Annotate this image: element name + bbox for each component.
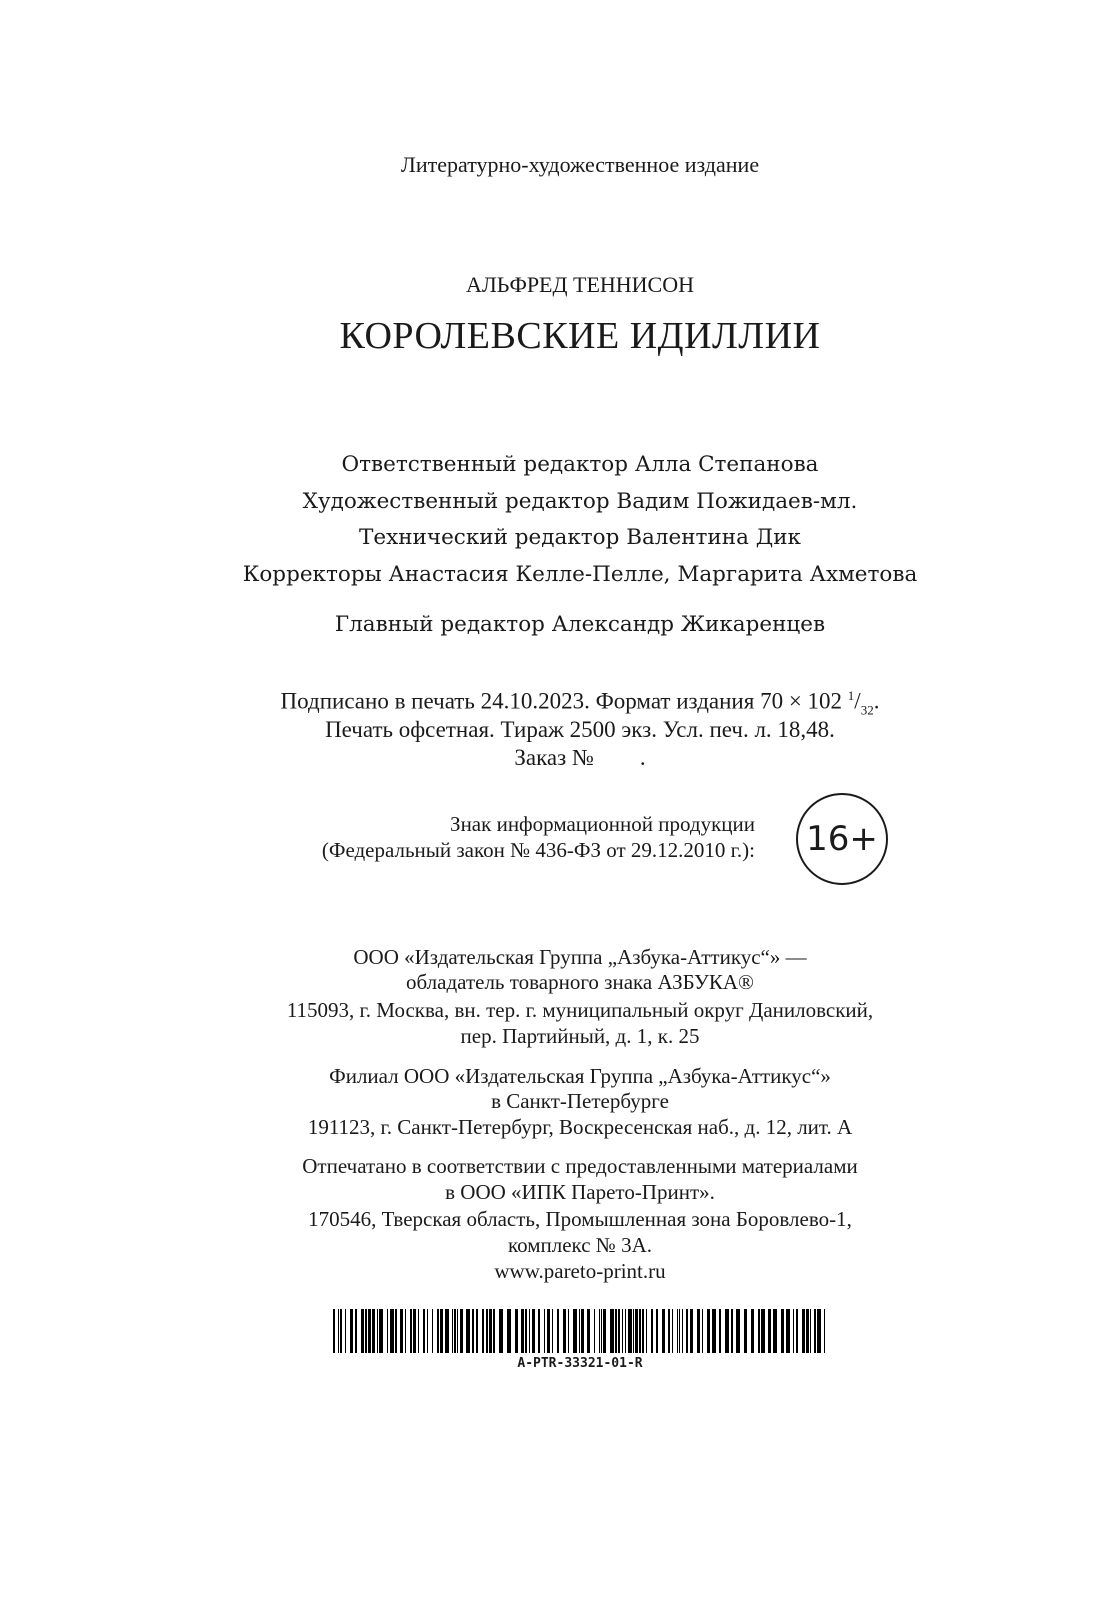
barcode-bar xyxy=(547,1309,550,1353)
barcode-bar xyxy=(633,1309,634,1353)
age-sign-label: Знак информационной продукции xyxy=(450,812,755,836)
branch-line: Филиал ООО «Издательская Группа „Азбука-Аттикус“» xyxy=(329,1064,831,1088)
barcode-bar xyxy=(361,1309,364,1353)
barcode-bar xyxy=(400,1309,403,1353)
barcode-bar xyxy=(610,1309,614,1353)
printer-line: 170546, Тверская область, Промышленная зона Боровлево-1, xyxy=(308,1207,852,1231)
edition-type: Литературно-художественное издание xyxy=(400,152,760,177)
barcode-bar xyxy=(486,1309,488,1353)
barcode-bar xyxy=(390,1309,394,1353)
publisher-line: 115093, г. Москва, вн. тер. г. муниципальный округ Даниловский, xyxy=(286,998,874,1022)
barcode-bar xyxy=(773,1309,777,1353)
printer-website: www.pareto-print.ru xyxy=(494,1259,666,1283)
barcode-bar xyxy=(707,1309,710,1353)
barcode-bar xyxy=(618,1309,620,1353)
barcode-bar xyxy=(817,1309,821,1353)
barcode-bar xyxy=(423,1309,425,1353)
barcode-bar xyxy=(639,1309,641,1353)
credit-line: Художественный редактор Вадим Пожидаев-мл. xyxy=(302,489,858,514)
format-denominator: 32 xyxy=(860,702,874,718)
publisher-line: обладатель товарного знака АЗБУКА® xyxy=(406,970,754,994)
barcode-bar xyxy=(387,1309,388,1353)
barcode-bar xyxy=(761,1309,765,1353)
barcode-bar xyxy=(736,1309,740,1353)
barcode-bar xyxy=(466,1309,470,1353)
barcode-bar xyxy=(806,1309,809,1353)
barcode-bar xyxy=(472,1309,474,1353)
barcode-bar xyxy=(594,1309,595,1353)
barcode xyxy=(333,1309,827,1353)
publication-line-2: Печать офсетная. Тираж 2500 экз. Усл. печ. л. 18,48. xyxy=(325,717,835,742)
barcode-bar xyxy=(635,1309,638,1353)
barcode-bar xyxy=(432,1309,433,1353)
barcode-bar xyxy=(725,1309,729,1353)
book-title: КОРОЛЕВСКИЕ ИДИЛЛИИ xyxy=(339,315,821,357)
barcode-bar xyxy=(662,1309,665,1353)
barcode-bar xyxy=(697,1309,700,1353)
barcode-bar xyxy=(677,1309,678,1353)
barcode-bar xyxy=(345,1309,346,1353)
barcode-bar xyxy=(493,1309,495,1353)
barcode-bar xyxy=(601,1309,602,1353)
barcode-bar xyxy=(418,1309,419,1353)
barcode-bar xyxy=(544,1309,545,1353)
chief-editor: Главный редактор Александр Жикаренцев xyxy=(334,612,826,637)
barcode-bar xyxy=(372,1309,375,1353)
barcode-bar xyxy=(529,1309,530,1353)
barcode-bar xyxy=(563,1309,566,1353)
barcode-bar xyxy=(482,1309,484,1353)
barcode-bar xyxy=(413,1309,416,1353)
barcode-bar xyxy=(521,1309,524,1353)
barcode-bar xyxy=(338,1309,339,1353)
barcode-bar xyxy=(796,1309,798,1353)
barcode-bar xyxy=(587,1309,590,1353)
barcode-bar xyxy=(532,1309,535,1353)
barcode-bar xyxy=(744,1309,747,1353)
barcode-bar xyxy=(625,1309,626,1353)
barcode-bar xyxy=(489,1309,492,1353)
format-numerator: 1 xyxy=(847,688,855,703)
age-sign-law: (Федеральный закон № 436-ФЗ от 29.12.2010 г.): xyxy=(321,838,755,862)
barcode-bar xyxy=(568,1309,569,1353)
barcode-bar xyxy=(824,1309,825,1353)
barcode-bar xyxy=(802,1309,805,1353)
barcode-bar xyxy=(628,1309,632,1353)
barcode-bar xyxy=(731,1309,733,1353)
barcode-bar xyxy=(452,1309,453,1353)
barcode-bar xyxy=(642,1309,644,1353)
barcode-bar xyxy=(410,1309,412,1353)
barcode-bar xyxy=(768,1309,771,1353)
branch-line: 191123, г. Санкт-Петербург, Воскресенская наб., д. 12, лит. А xyxy=(307,1115,853,1139)
barcode-bar xyxy=(515,1309,518,1353)
barcode-bar xyxy=(758,1309,760,1353)
barcode-bar xyxy=(368,1309,371,1353)
barcode-bar xyxy=(656,1309,658,1353)
barcode-bar xyxy=(350,1309,353,1353)
barcode-bar xyxy=(599,1309,600,1353)
barcode-bar xyxy=(340,1309,342,1353)
credit-line: Ответственный редактор Алла Степанова xyxy=(341,452,819,477)
age-rating-badge: 16+ xyxy=(796,793,888,885)
barcode-bar xyxy=(573,1309,577,1353)
order-number: Заказ № . xyxy=(514,745,646,770)
printer-line: в ООО «ИПК Парето-Принт». xyxy=(445,1180,715,1204)
barcode-bar xyxy=(457,1309,458,1353)
barcode-bar xyxy=(460,1309,463,1353)
barcode-bar xyxy=(557,1309,559,1353)
printer-line: Отпечатано в соответствии с предоставленными материалами xyxy=(302,1154,858,1178)
barcode-bar xyxy=(445,1309,449,1353)
publisher-line: пер. Партийный, д. 1, к. 25 xyxy=(460,1024,700,1048)
barcode-bar xyxy=(702,1309,703,1353)
barcode-bar xyxy=(579,1309,580,1353)
barcode-bar xyxy=(454,1309,456,1353)
barcode-bar xyxy=(690,1309,693,1353)
barcode-bar xyxy=(377,1309,378,1353)
barcode-bar xyxy=(651,1309,653,1353)
barcode-bar xyxy=(682,1309,683,1353)
credit-line: Технический редактор Валентина Дик xyxy=(359,525,801,550)
barcode-bar xyxy=(427,1309,428,1353)
barcode-bar xyxy=(646,1309,647,1353)
barcode-bar xyxy=(814,1309,816,1353)
barcode-bar xyxy=(751,1309,754,1353)
barcode-bar xyxy=(622,1309,623,1353)
barcode-bar xyxy=(437,1309,439,1353)
barcode-bar xyxy=(507,1309,511,1353)
printer-line: комплекс № 3А. xyxy=(507,1233,653,1257)
barcode-bar xyxy=(686,1309,688,1353)
barcode-bar xyxy=(793,1309,794,1353)
barcode-bar xyxy=(712,1309,716,1353)
barcode-bar xyxy=(333,1309,335,1353)
barcode-bar xyxy=(355,1309,357,1353)
branch-line: в Санкт-Петербурге xyxy=(491,1089,669,1113)
barcode-bar xyxy=(552,1309,553,1353)
barcode-bar xyxy=(440,1309,443,1353)
barcode-bar xyxy=(810,1309,811,1353)
barcode-bar xyxy=(395,1309,397,1353)
barcode-text: A-PTR-33321-01-R xyxy=(517,1356,643,1371)
barcode-bar xyxy=(615,1309,617,1353)
barcode-bar xyxy=(719,1309,721,1353)
barcode-bar xyxy=(538,1309,540,1353)
barcode-bar xyxy=(379,1309,383,1353)
period: . xyxy=(873,688,880,714)
credit-line: Корректоры Анастасия Келле-Пелле, Маргарита Ахметова xyxy=(242,562,918,587)
barcode-bar xyxy=(603,1309,606,1353)
barcode-bar xyxy=(668,1309,670,1353)
publication-line-1: Подписано в печать 24.10.2023. Формат издания 70 × 102 $^1/_{32}$. xyxy=(280,688,880,718)
barcode-bar xyxy=(525,1309,527,1353)
barcode-bar xyxy=(365,1309,367,1353)
barcode-bar xyxy=(581,1309,584,1353)
publisher-line: ООО «Издательская Группа „Азбука-Аттикус“» — xyxy=(353,945,807,969)
barcode-bar xyxy=(672,1309,673,1353)
barcode-bar xyxy=(405,1309,406,1353)
print-date-format: Подписано в печать 24.10.2023. Формат издания 70 × 102 xyxy=(280,688,843,714)
barcode-bar xyxy=(499,1309,503,1353)
barcode-bar xyxy=(679,1309,680,1353)
barcode-bar xyxy=(786,1309,790,1353)
barcode-bar xyxy=(476,1309,478,1353)
barcode-bar xyxy=(781,1309,784,1353)
author-name: АЛЬФРЕД ТЕННИСОН xyxy=(466,272,694,297)
